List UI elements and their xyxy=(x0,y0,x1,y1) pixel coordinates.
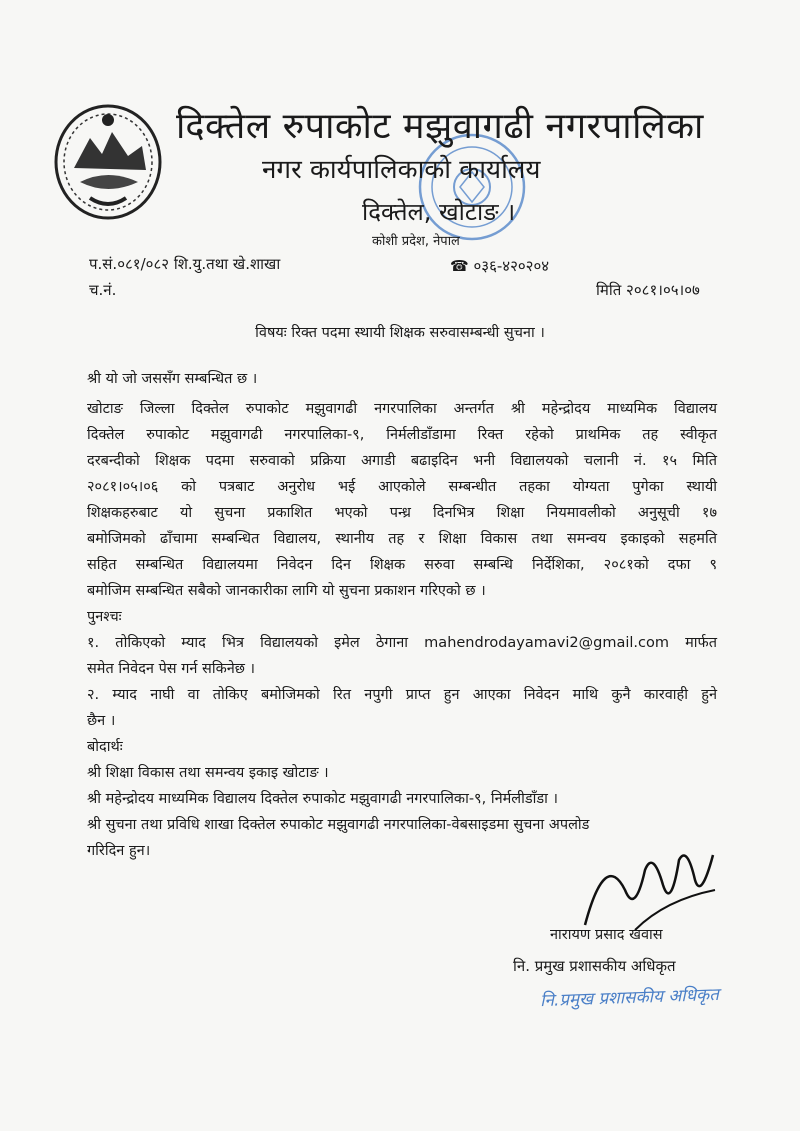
body-line: सहित सम्बन्धित विद्यालयमा निवेदन दिन शिक्षक सरुवा सम्बन्धि निर्देशिका, २०८१को दफा ९ xyxy=(87,557,717,573)
phone-text: ०३६-४२०२०४ xyxy=(473,257,550,275)
ps-item-1: १. तोकिएको म्याद भित्र विद्यालयको इमेल ठेगाना mahendrodayamavi2@gmail.com मार्फत xyxy=(87,635,717,651)
nepal-emblem-icon xyxy=(50,98,166,220)
cc-item-1: श्री शिक्षा विकास तथा समन्वय इकाइ खोटाङ । xyxy=(87,765,329,781)
body-line: बमोजिम सम्बन्धित सबैको जानकारीका लागि यो सुचना प्रकाशन गरिएको छ । xyxy=(87,583,486,599)
ps-item-2-cont: छैन । xyxy=(87,713,116,729)
body-line: दरबन्दीको शिक्षक पदमा सरुवाको प्रक्रिया अगाडी बढाइदिन भनी विद्यालयको चलानी नं. १५ मिति xyxy=(87,453,717,469)
body-line: २०८१।०५।०६ को पत्रबाट अनुरोध भई आएकोले सम्बन्धीत तहका योग्यता पुगेका स्थायी xyxy=(87,479,717,495)
signatory-name: नारायण प्रसाद खवास xyxy=(550,927,663,943)
letter-body xyxy=(87,366,717,864)
phone-number xyxy=(450,256,549,276)
cc-item-3-cont: गरिदिन हुन। xyxy=(87,843,151,859)
salutation: श्री यो जो जससँग सम्बन्धित छ । xyxy=(87,371,258,387)
phone-icon: ☎ xyxy=(450,257,469,275)
body-line: दिक्तेल रुपाकोट मझुवागढी नगरपालिका-९, निर्मलीडाँडामा रिक्त रहेको प्राथमिक तह स्वीकृत xyxy=(87,427,717,443)
ps-label: पुनश्चः xyxy=(87,609,122,625)
body-line: शिक्षकहरुबाट यो सुचना प्रकाशित भएको पन्ध्र दिनभित्र शिक्षा नियमावलीको अनुसूची १७ xyxy=(87,505,717,521)
signatory-title: नि. प्रमुख प्रशासकीय अधिकृत xyxy=(513,957,676,975)
ps-item-2: २. म्याद नाघी वा तोकिए बमोजिमको रित नपुगी प्राप्त हुन आएका निवेदन माथि कुनै कारवाही हुने xyxy=(87,687,717,703)
office-place: दिक्तेल, खोटाङ । xyxy=(362,198,516,226)
body-line: खोटाङ जिल्ला दिक्तेल रुपाकोट मझुवागढी नगरपालिका अन्तर्गत श्री महेन्द्रोदय माध्यमिक विद्यालय xyxy=(87,401,717,417)
municipality-name: दिक्तेल रुपाकोट मझुवागढी नगरपालिका xyxy=(176,106,704,147)
cc-item-2: श्री महेन्द्रोदय माध्यमिक विद्यालय दिक्तेल रुपाकोट मझुवागढी नगरपालिका-९, निर्मलीडाँडा । xyxy=(87,791,559,807)
office-name: नगर कार्यपालिकाको कार्यालय xyxy=(262,155,541,185)
cc-label: बोदार्थः xyxy=(87,739,123,755)
designation-stamp: नि.प्रमुख प्रशासकीय अधिकृत xyxy=(539,984,720,1012)
subject-line: विषयः रिक्त पदमा स्थायी शिक्षक सरुवासम्बन्धी सुचना । xyxy=(255,325,545,341)
dispatch-number: च.नं. xyxy=(89,281,117,299)
cc-item-3: श्री सुचना तथा प्रविधि शाखा दिक्तेल रुपाकोट मझुवागढी नगरपालिका-वेबसाइडमा सुचना अपलोड xyxy=(87,817,590,833)
letter-date: मिति २०८१।०५।०७ xyxy=(596,281,700,299)
province-name: कोशी प्रदेश, नेपाल xyxy=(372,234,460,249)
body-line: बमोजिमको ढाँचामा सम्बन्धित विद्यालय, स्थानीय तह र शिक्षा विकास तथा समन्वय इकाइको सहमति xyxy=(87,531,717,547)
ps-item-1-cont: समेत निवेदन पेस गर्न सकिनेछ । xyxy=(87,661,256,677)
reference-number: प.सं.०८१/०८२ शि.यु.तथा खे.शाखा xyxy=(89,255,281,273)
